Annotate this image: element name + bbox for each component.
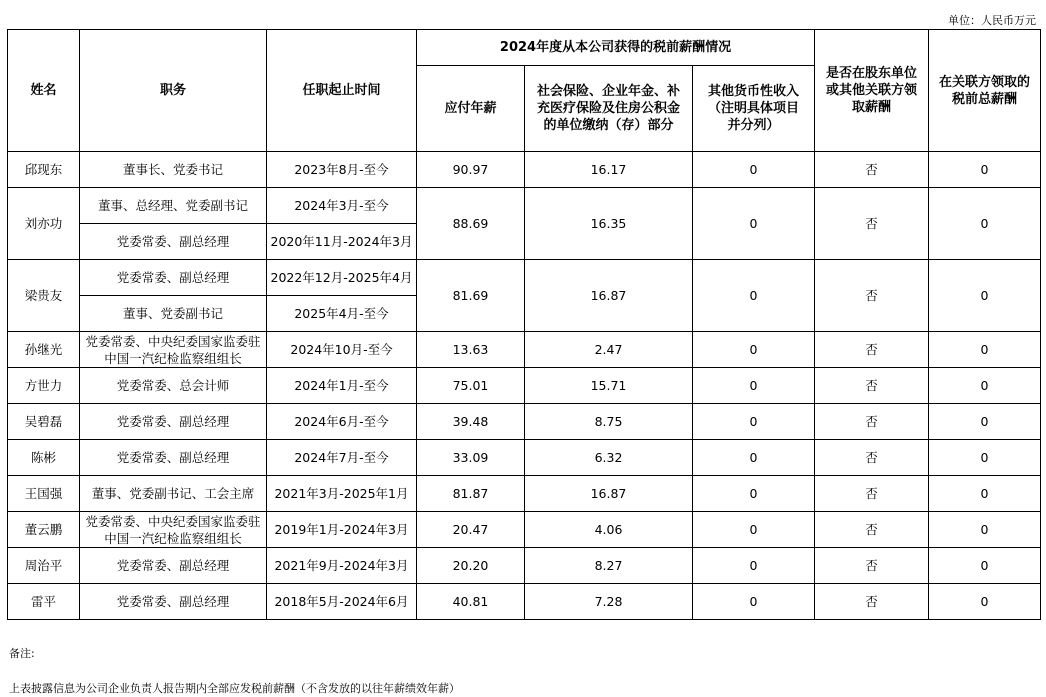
- cell-shareholder-pay: 否: [815, 476, 929, 512]
- cell-term: 2024年1月-至今: [267, 368, 417, 404]
- cell-related-pay: 0: [929, 368, 1041, 404]
- cell-annual-salary: 75.01: [417, 368, 525, 404]
- cell-name: 董云鹏: [8, 512, 80, 548]
- cell-related-pay: 0: [929, 548, 1041, 584]
- cell-term: 2025年4月-至今: [267, 296, 417, 332]
- compensation-table: [7, 29, 1041, 620]
- cell-related-pay: 0: [929, 188, 1041, 260]
- cell-social-insurance: 15.71: [525, 368, 693, 404]
- cell-other-income: 0: [693, 584, 815, 620]
- cell-term: 2023年8月-至今: [267, 152, 417, 188]
- header-social-insurance: 社会保险、企业年金、补充医疗保险及住房公积金的单位缴纳（存）部分: [525, 66, 693, 152]
- notes-label: 备注:: [9, 647, 35, 660]
- cell-related-pay: 0: [929, 584, 1041, 620]
- cell-social-insurance: 8.75: [525, 404, 693, 440]
- header-position: 职务: [80, 30, 267, 152]
- cell-other-income: 0: [693, 152, 815, 188]
- cell-other-income: 0: [693, 440, 815, 476]
- cell-shareholder-pay: 否: [815, 404, 929, 440]
- cell-position: 党委常委、副总经理: [80, 260, 267, 296]
- table-body: [8, 152, 1041, 620]
- table-row: [8, 404, 1041, 440]
- cell-related-pay: 0: [929, 332, 1041, 368]
- cell-term: 2021年3月-2025年1月: [267, 476, 417, 512]
- cell-social-insurance: 6.32: [525, 440, 693, 476]
- header-annual-salary: 应付年薪: [417, 66, 525, 152]
- cell-social-insurance: 7.28: [525, 584, 693, 620]
- cell-name: 方世力: [8, 368, 80, 404]
- table-row: [8, 332, 1041, 368]
- table-row: [8, 152, 1041, 188]
- cell-related-pay: 0: [929, 152, 1041, 188]
- table-row: [8, 512, 1041, 548]
- table-row: [8, 476, 1041, 512]
- cell-position: 党委常委、中央纪委国家监委驻中国一汽纪检监察组组长: [80, 512, 267, 548]
- cell-position: 党委常委、副总经理: [80, 404, 267, 440]
- cell-annual-salary: 13.63: [417, 332, 525, 368]
- table-row: [8, 584, 1041, 620]
- cell-name: 梁贵友: [8, 260, 80, 332]
- cell-annual-salary: 88.69: [417, 188, 525, 260]
- header-term: 任职起止时间: [267, 30, 417, 152]
- cell-shareholder-pay: 否: [815, 260, 929, 332]
- cell-related-pay: 0: [929, 404, 1041, 440]
- header-related-pay: 在关联方领取的税前总薪酬: [929, 30, 1041, 152]
- cell-social-insurance: 16.17: [525, 152, 693, 188]
- cell-position: 党委常委、副总经理: [80, 548, 267, 584]
- cell-term: 2018年5月-2024年6月: [267, 584, 417, 620]
- cell-shareholder-pay: 否: [815, 332, 929, 368]
- unit-label: 单位：人民币万元: [948, 14, 1036, 27]
- cell-shareholder-pay: 否: [815, 584, 929, 620]
- cell-position: 董事、党委副书记: [80, 296, 267, 332]
- table-row: [8, 368, 1041, 404]
- cell-name: 孙继光: [8, 332, 80, 368]
- cell-term: 2020年11月-2024年3月: [267, 224, 417, 260]
- cell-term: 2024年3月-至今: [267, 188, 417, 224]
- cell-social-insurance: 16.87: [525, 260, 693, 332]
- cell-term: 2022年12月-2025年4月: [267, 260, 417, 296]
- cell-related-pay: 0: [929, 512, 1041, 548]
- header-name: 姓名: [8, 30, 80, 152]
- cell-name: 邱现东: [8, 152, 80, 188]
- cell-social-insurance: 16.35: [525, 188, 693, 260]
- cell-name: 周治平: [8, 548, 80, 584]
- cell-shareholder-pay: 否: [815, 152, 929, 188]
- cell-term: 2021年9月-2024年3月: [267, 548, 417, 584]
- cell-position: 党委常委、副总经理: [80, 224, 267, 260]
- cell-position: 董事长、党委书记: [80, 152, 267, 188]
- cell-position: 党委常委、中央纪委国家监委驻中国一汽纪检监察组组长: [80, 332, 267, 368]
- cell-other-income: 0: [693, 260, 815, 332]
- header-shareholder-pay: 是否在股东单位或其他关联方领取薪酬: [815, 30, 929, 152]
- cell-term: 2024年7月-至今: [267, 440, 417, 476]
- cell-term: 2024年6月-至今: [267, 404, 417, 440]
- cell-annual-salary: 20.20: [417, 548, 525, 584]
- cell-other-income: 0: [693, 404, 815, 440]
- cell-annual-salary: 90.97: [417, 152, 525, 188]
- cell-term: 2019年1月-2024年3月: [267, 512, 417, 548]
- cell-position: 董事、总经理、党委副书记: [80, 188, 267, 224]
- cell-name: 王国强: [8, 476, 80, 512]
- cell-name: 刘亦功: [8, 188, 80, 260]
- cell-annual-salary: 81.69: [417, 260, 525, 332]
- cell-position: 党委常委、副总经理: [80, 440, 267, 476]
- cell-shareholder-pay: 否: [815, 368, 929, 404]
- cell-term: 2024年10月-至今: [267, 332, 417, 368]
- cell-name: 雷平: [8, 584, 80, 620]
- cell-annual-salary: 39.48: [417, 404, 525, 440]
- cell-social-insurance: 16.87: [525, 476, 693, 512]
- cell-name: 吴碧磊: [8, 404, 80, 440]
- cell-other-income: 0: [693, 476, 815, 512]
- cell-shareholder-pay: 否: [815, 512, 929, 548]
- cell-annual-salary: 81.87: [417, 476, 525, 512]
- notes-text: 上表披露信息为公司企业负责人报告期内全部应发税前薪酬（不含发放的以往年薪绩效年薪）: [9, 682, 460, 695]
- cell-other-income: 0: [693, 332, 815, 368]
- header-group: 2024年度从本公司获得的税前薪酬情况: [417, 30, 815, 66]
- cell-annual-salary: 40.81: [417, 584, 525, 620]
- cell-social-insurance: 4.06: [525, 512, 693, 548]
- table-row: [8, 260, 1041, 296]
- cell-related-pay: 0: [929, 440, 1041, 476]
- table-row: [8, 188, 1041, 224]
- cell-position: 董事、党委副书记、工会主席: [80, 476, 267, 512]
- cell-shareholder-pay: 否: [815, 188, 929, 260]
- cell-other-income: 0: [693, 548, 815, 584]
- cell-other-income: 0: [693, 368, 815, 404]
- cell-shareholder-pay: 否: [815, 440, 929, 476]
- cell-shareholder-pay: 否: [815, 548, 929, 584]
- cell-name: 陈彬: [8, 440, 80, 476]
- cell-other-income: 0: [693, 188, 815, 260]
- cell-other-income: 0: [693, 512, 815, 548]
- table-row: [8, 548, 1041, 584]
- cell-annual-salary: 20.47: [417, 512, 525, 548]
- cell-position: 党委常委、副总经理: [80, 584, 267, 620]
- header-other-income: 其他货币性收入（注明具体项目并分列）: [693, 66, 815, 152]
- cell-position: 党委常委、总会计师: [80, 368, 267, 404]
- cell-social-insurance: 8.27: [525, 548, 693, 584]
- cell-annual-salary: 33.09: [417, 440, 525, 476]
- cell-social-insurance: 2.47: [525, 332, 693, 368]
- cell-related-pay: 0: [929, 260, 1041, 332]
- cell-related-pay: 0: [929, 476, 1041, 512]
- table-row: [8, 440, 1041, 476]
